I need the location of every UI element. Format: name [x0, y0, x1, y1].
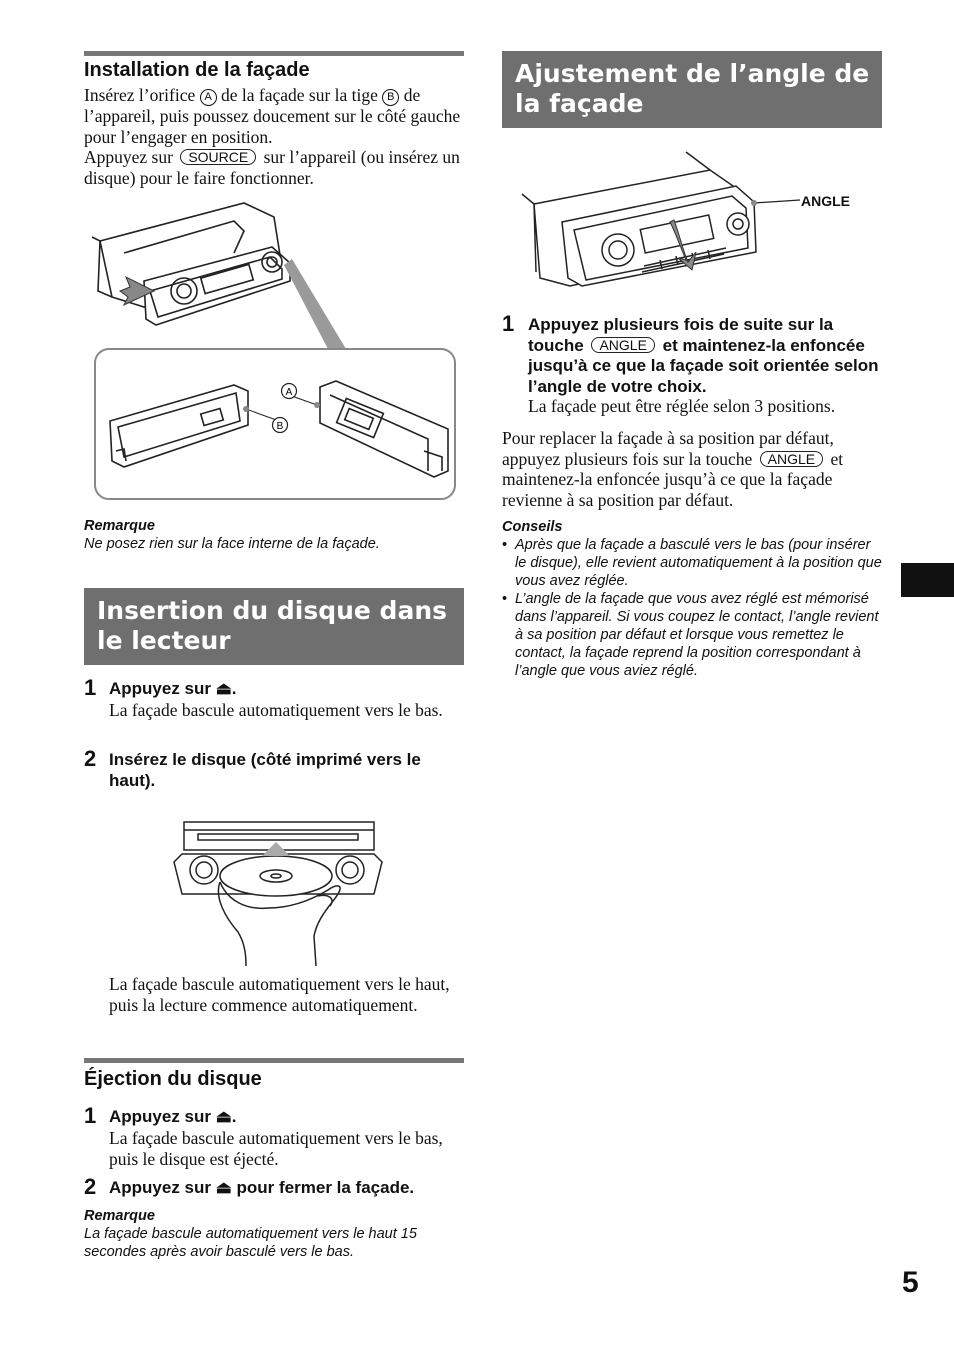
callout-b: B: [276, 421, 284, 432]
note-text: Ne posez rien sur la face interne de la façade.: [84, 536, 380, 552]
angle-adjustment-illustration: [510, 148, 882, 288]
step-number: 1: [84, 675, 97, 700]
note-heading: Remarque: [84, 518, 155, 534]
label-b: B: [382, 89, 399, 106]
step-text: La façade bascule automatiquement vers le bas, puis le disque est éjecté.: [109, 1128, 443, 1169]
angle-figure-label: ANGLE: [801, 193, 850, 209]
faceplate-installation-illustration: [84, 195, 464, 505]
step-title: Insérez le disque (côté imprimé vers le haut).: [109, 750, 421, 790]
step-title: Appuyez sur ⏏.: [109, 679, 237, 698]
angle-key: ANGLE: [591, 337, 654, 353]
step-number: 1: [84, 1103, 97, 1128]
callout-a: A: [285, 387, 293, 398]
insertion-after-text: La façade bascule automatiquement vers le haut, puis la lecture commence automatiquement.: [109, 974, 450, 1015]
note-heading: Remarque: [84, 1208, 155, 1224]
step-title: Appuyez sur ⏏.: [109, 1107, 237, 1126]
tips-list: [502, 536, 882, 680]
disc-insertion-illustration: [168, 818, 386, 968]
label-a: A: [200, 89, 217, 106]
tips-heading: Conseils: [502, 519, 563, 535]
step-text: La façade bascule automatiquement vers le bas.: [109, 700, 443, 720]
section-title-ejection: Éjection du disque: [84, 1068, 262, 1090]
installation-paragraph: Insérez l’orifice A de la façade sur la tige B de l’appareil, puis poussez doucement sur le côté gauche pour l’engager en position. Appuyez sur SOURCE sur l’appareil (ou insérez un disque) pour le faire fonctionner.: [84, 85, 461, 188]
tip-item: • Après que la façade a basculé vers le bas (pour insérer le disque), elle revient automatiquement à la position que vous avez réglée.: [502, 536, 882, 590]
step-title: Appuyez plusieurs fois de suite sur la touche ANGLE et maintenez-la enfoncée jusqu’à ce que la façade soit orientée selon l’angle de votre choix.: [528, 315, 879, 396]
note-text: La façade bascule automatiquement vers le haut 15 secondes après avoir basculé vers le bas.: [84, 1226, 417, 1260]
tip-item: • L’angle de la façade que vous avez réglé est mémorisé dans l’appareil. Si vous coupez le contact, l’angle revient à sa position par défaut et lorsque vous remettez le contact, la façade reprend la position correspondant à l’angle que vous aviez réglé.: [502, 590, 882, 680]
banner-angle: Ajustement de l’angle de la façade: [502, 51, 882, 128]
source-key: SOURCE: [180, 149, 256, 165]
step-number: 2: [84, 746, 97, 771]
step-title: Appuyez sur ⏏ pour fermer la façade.: [109, 1178, 415, 1197]
chapter-tab: [901, 563, 954, 597]
page-number: 5: [902, 1266, 919, 1299]
section-title-installation: Installation de la façade: [84, 59, 310, 81]
step-number: 1: [502, 311, 515, 336]
angle-key: ANGLE: [760, 451, 823, 467]
banner-insertion: Insertion du disque dans le lecteur: [84, 588, 464, 665]
section-rule: [84, 1058, 464, 1063]
step-text: La façade peut être réglée selon 3 positions.: [528, 396, 836, 416]
section-rule: [84, 51, 464, 56]
angle-paragraph: Pour replacer la façade à sa position par défaut, appuyez plusieurs fois sur la touche ANGLE et maintenez-la enfoncée jusqu’à ce que la façade revienne à sa position par défaut.: [502, 428, 844, 510]
step-number: 2: [84, 1174, 97, 1199]
